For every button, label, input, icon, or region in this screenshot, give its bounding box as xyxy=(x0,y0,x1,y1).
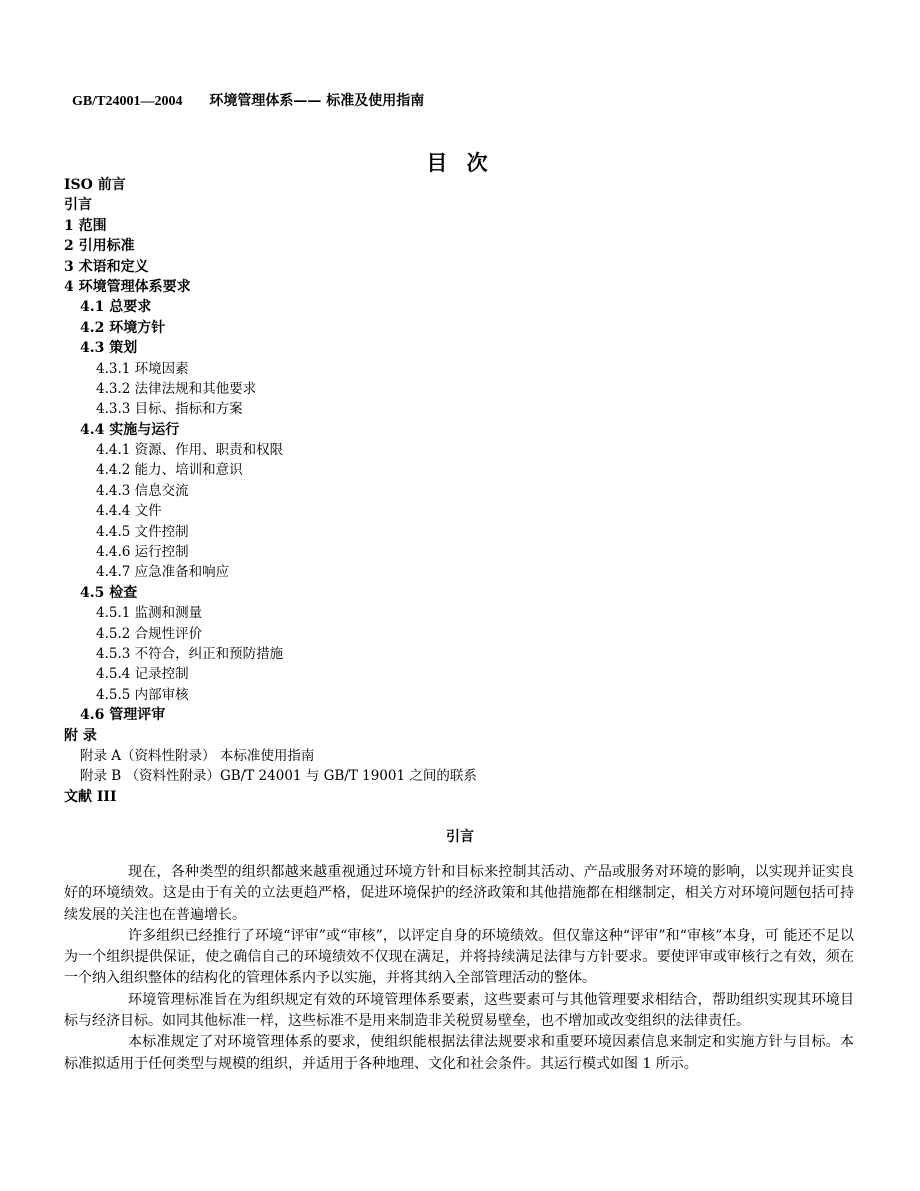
toc-entry[interactable]: 4.5.1 监测和测量 xyxy=(96,605,203,622)
toc-entry[interactable]: ISO 前言 xyxy=(64,177,126,193)
toc-entry[interactable]: 4.5.3 不符合，纠正和预防措施 xyxy=(96,645,284,662)
toc-entry[interactable]: 4 环境管理体系要求 xyxy=(64,278,191,295)
toc-entry[interactable]: 4.3.1 环境因素 xyxy=(96,360,189,377)
table-of-contents xyxy=(64,175,477,807)
document-title: 环境管理体系—— 标准及使用指南 xyxy=(209,93,425,109)
toc-entry[interactable]: 4.4 实施与运行 xyxy=(80,421,180,438)
toc-entry[interactable]: 附 录 xyxy=(64,727,97,744)
toc-entry[interactable]: 2 引用标准 xyxy=(64,238,135,255)
toc-entry[interactable]: 附录 A（资料性附录） 本标准使用指南 xyxy=(80,747,315,764)
toc-entry[interactable]: 1 范围 xyxy=(64,217,107,234)
intro-paragraph: 环境管理标准旨在为组织规定有效的环境管理体系要素，这些要素可与其他管理要求相结合，帮助组织实现其环境目标与经济目标。如同其他标准一样，这些标准不是用来制造非关税贸易壁垒，也不增加或改变组织的法律责任。 xyxy=(64,991,854,1030)
toc-entry[interactable]: 4.5.4 记录控制 xyxy=(96,666,189,683)
intro-paragraph: 许多组织已经推行了环境“评审”或“审核”，以评定自身的环境绩效。但仅靠这种“评审”和“审核”本身，可 能还不足以为一个组织提供保证，使之确信自己的环境绩效不仅现在满足，并将持续满足法律与方针要求。要使评审或审核行之有效，须在一个纳入组织整体的结构化的管理体系内予以实施，并将其纳入全部管理活动的整体。 xyxy=(64,927,854,987)
standard-number: GB/T24001—2004 xyxy=(72,94,183,109)
toc-entry[interactable]: 4.1 总要求 xyxy=(80,299,152,316)
toc-entry[interactable]: 4.4.4 文件 xyxy=(96,503,162,520)
toc-entry[interactable]: 3 术语和定义 xyxy=(64,258,149,275)
intro-paragraph: 现在，各种类型的组织都越来越重视通过环境方针和目标来控制其活动、产品或服务对环境的影响，以实现并证实良好的环境绩效。这是由于有关的立法更趋严格，促进环境保护的经济政策和其他措施都在相继制定，相关方对环境问题包括可持续发展的关注也在普遍增长。 xyxy=(64,864,854,923)
toc-entry[interactable]: 4.4.2 能力、培训和意识 xyxy=(96,462,243,479)
toc-entry[interactable]: 4.4.7 应急准备和响应 xyxy=(96,564,230,581)
document-header xyxy=(72,90,424,110)
toc-entry[interactable]: 4.4.6 运行控制 xyxy=(96,544,189,561)
toc-entry[interactable]: 4.5.5 内部审核 xyxy=(96,686,189,703)
toc-entry[interactable]: 文献 III xyxy=(64,788,117,805)
toc-entry[interactable]: 4.4.3 信息交流 xyxy=(96,482,189,499)
toc-entry[interactable]: 4.3 策划 xyxy=(80,340,138,357)
toc-entry[interactable]: 4.2 环境方针 xyxy=(80,319,166,336)
toc-entry[interactable]: 4.5 检查 xyxy=(80,584,138,601)
intro-body xyxy=(64,862,854,1075)
toc-entry[interactable]: 4.4.5 文件控制 xyxy=(96,523,189,540)
toc-title: 目 次 xyxy=(426,150,494,175)
intro-heading: 引言 xyxy=(446,829,474,845)
toc-entry[interactable]: 4.4.1 资源、作用、职责和权限 xyxy=(96,442,284,459)
toc-entry[interactable]: 引言 xyxy=(64,197,92,214)
toc-entry[interactable]: 4.3.2 法律法规和其他要求 xyxy=(96,380,257,397)
toc-entry[interactable]: 4.3.3 目标、指标和方案 xyxy=(96,401,243,418)
toc-entry[interactable]: 4.5.2 合规性评价 xyxy=(96,625,203,642)
intro-paragraph: 本标准规定了对环境管理体系的要求，使组织能根据法律法规要求和重要环境因素信息来制定和实施方针与目标。本标准拟适用于任何类型与规模的组织，并适用于各种地理、文化和社会条件。其运行模式如图 1 所示。 xyxy=(64,1034,854,1072)
toc-entry[interactable]: 4.6 管理评审 xyxy=(80,707,166,724)
toc-entry[interactable]: 附录 B （资料性附录）GB/T 24001 与 GB/T 19001 之间的联系 xyxy=(80,768,477,785)
